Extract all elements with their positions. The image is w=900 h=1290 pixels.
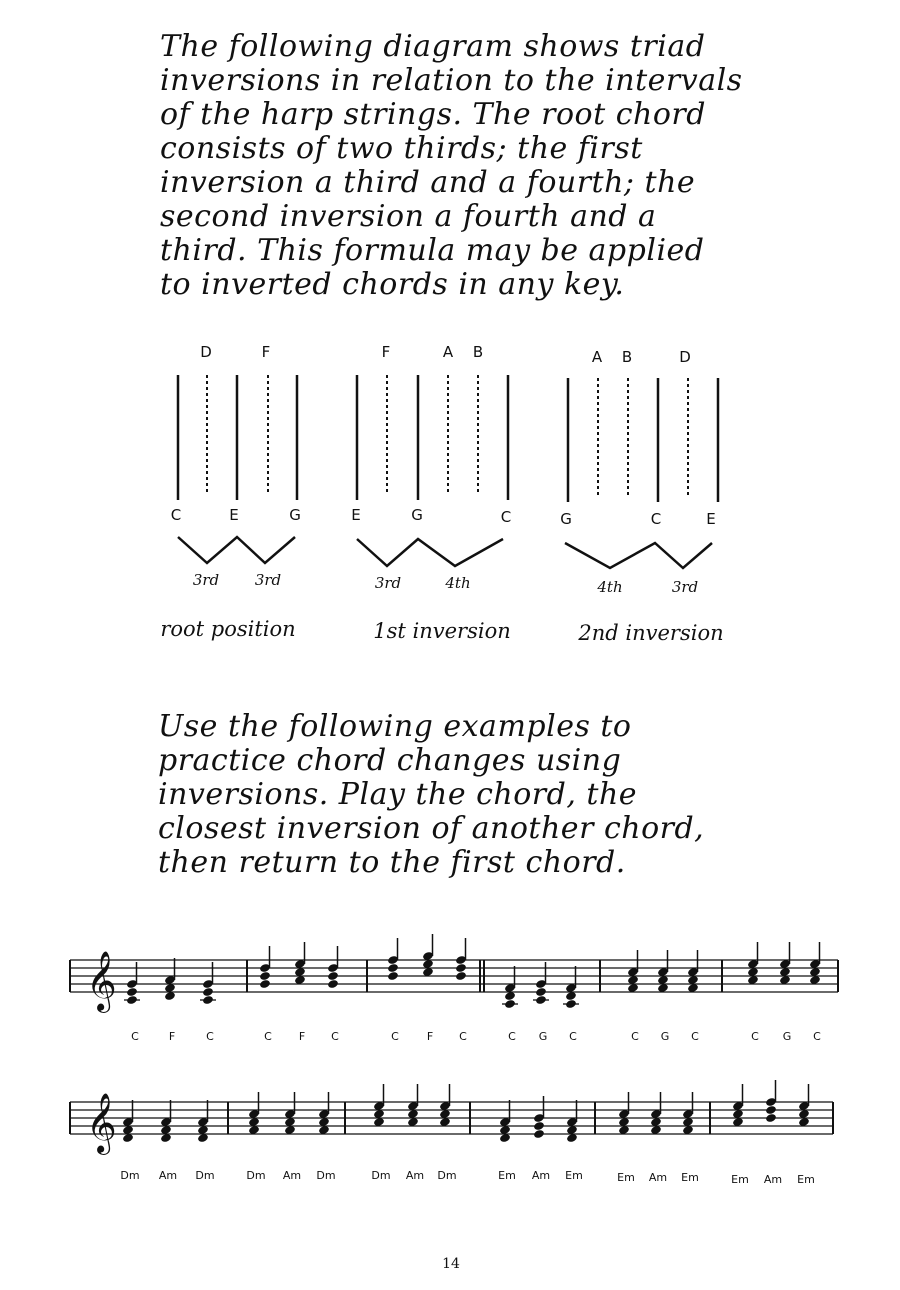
text-line: third. This formula may be applied [160,233,705,268]
diagram-captions [160,617,723,645]
top-note-label: A [591,348,603,366]
chord-triad [284,1092,296,1135]
chord-label: G [538,1030,548,1043]
notehead [533,1121,545,1131]
text-line: inversions in relation to the intervals [160,63,743,98]
chord-label: C [264,1030,272,1043]
chord-label: Am [282,1169,302,1182]
interval-label: 3rd [254,571,282,589]
staff-1 [70,934,838,1043]
chord-triad [747,942,759,985]
notehead [327,971,339,981]
chord-triad [259,946,271,989]
interval-label: 4th [597,578,623,596]
chord-label: Em [498,1169,516,1182]
text-line: The following diagram shows triad [160,29,706,64]
chord-triad [318,1092,330,1135]
chord-triad [732,1084,744,1127]
chord-label: F [168,1030,176,1043]
top-note-label: F [381,343,391,361]
chord-label: C [813,1030,821,1043]
chord-label: C [131,1030,139,1043]
interval-zigzag [178,537,295,563]
chord-label: C [206,1030,214,1043]
note-labels [171,343,716,528]
interval-label: 4th [445,574,471,592]
chord-triad [563,966,579,1009]
chord-triad [387,938,399,981]
text-line: practice chord changes using [158,743,622,778]
staff-2 [70,1080,833,1186]
caption-root-position: root position [160,617,296,641]
notehead [126,987,138,997]
top-note-label: B [621,348,633,366]
top-note-label: A [442,343,454,361]
chord-labels [131,1030,821,1043]
text-line: consists of two thirds; the first [160,131,643,166]
chord-label: C [508,1030,516,1043]
chord-triad [197,1100,209,1143]
chord-label: G [782,1030,792,1043]
chord-label: Em [797,1173,815,1186]
bottom-note-label: C [170,506,182,524]
notehead [765,1113,777,1123]
chord-label: Dm [246,1169,266,1182]
notehead [455,963,467,973]
bottom-note-label: E [706,510,716,528]
notehead [327,979,339,989]
text-line: then return to the first chord. [158,845,626,880]
top-note-label: F [261,343,271,361]
chord-triad [160,1100,172,1143]
chord-triad [455,938,467,981]
notehead [387,963,399,973]
notehead [259,979,271,989]
bottom-note-label: C [650,510,662,528]
chord-triad [248,1092,260,1135]
text-line: closest inversion of another chord, [158,811,705,846]
top-note-label: D [679,348,691,366]
chord-triad [373,1084,385,1127]
chord-triad [407,1084,419,1127]
chord-triad [798,1084,810,1127]
chord-label: Am [405,1169,425,1182]
bottom-note-label: C [500,508,512,526]
text-line: inversion a third and a fourth; the [160,165,696,200]
top-note-label: B [472,343,484,361]
notehead [765,1105,777,1115]
chord-triad [650,1092,662,1135]
treble-clef-icon: 𝄞 [86,951,117,1011]
text-line: Use the following examples to [158,709,632,744]
chord-label: Dm [371,1169,391,1182]
chord-triad [657,950,669,993]
chord-label: C [391,1030,399,1043]
chord-triad [566,1100,578,1143]
chord-triad [422,934,434,977]
chord-label: Em [731,1173,749,1186]
chord-triad [682,1092,694,1135]
bottom-note-label: E [351,506,361,524]
chord-triad [779,942,791,985]
chord-label: Am [531,1169,551,1182]
chord-label: C [751,1030,759,1043]
bottom-note-label: G [289,506,301,524]
chord-label: Dm [316,1169,336,1182]
interval-label: 3rd [192,571,220,589]
text-line: to inverted chords in any key. [160,267,625,302]
chord-label: Am [763,1173,783,1186]
staff-lines [70,1102,833,1134]
harp-string-diagram [178,375,718,568]
chord-triad [765,1080,777,1123]
notehead [202,987,214,997]
chord-triad [809,942,821,985]
text-line: inversions. Play the chord, the [158,777,638,812]
chord-label: Em [681,1171,699,1184]
chord-label: Em [565,1169,583,1182]
chord-labels [120,1169,814,1186]
notehead [387,971,399,981]
bottom-note-label: G [411,506,423,524]
chord-triad [687,950,699,993]
chord-label: Dm [195,1169,215,1182]
interval-label: 3rd [671,578,699,596]
chord-label: F [426,1030,434,1043]
interval-zigzag [565,543,712,568]
chord-label: Am [158,1169,178,1182]
page-number: 14 [442,1256,460,1272]
interval-labels [193,571,698,596]
chord-label: C [691,1030,699,1043]
practice-paragraph [158,710,704,880]
chord-triad [499,1100,511,1143]
chord-label: G [660,1030,670,1043]
chord-triad [502,966,518,1009]
chord-triad [164,958,176,1001]
chord-label: C [631,1030,639,1043]
top-note-label: D [200,343,212,361]
text-line: of the harp strings. The root chord [160,97,706,132]
chord-label: C [331,1030,339,1043]
notehead [259,971,271,981]
caption-first-inversion: 1st inversion [373,619,511,643]
chord-label: Dm [120,1169,140,1182]
bottom-note-label: E [229,506,239,524]
chord-triad [439,1084,451,1127]
chord-triad [122,1100,134,1143]
chord-notes [124,934,821,1009]
chord-label: C [459,1030,467,1043]
notehead [455,971,467,981]
notehead [535,987,547,997]
chord-label: Am [648,1171,668,1184]
chord-label: C [569,1030,577,1043]
chord-triad [294,942,306,985]
interval-label: 3rd [374,574,402,592]
chord-triad [627,950,639,993]
notehead [533,1129,545,1139]
bottom-note-label: G [560,510,572,528]
text-line: second inversion a fourth and a [160,199,657,234]
treble-clef-icon: 𝄞 [86,1093,117,1153]
chord-label: Dm [437,1169,457,1182]
chord-triad [327,946,339,989]
caption-second-inversion: 2nd inversion [578,621,724,645]
chord-label: F [298,1030,306,1043]
interval-zigzag [357,539,503,566]
chord-triad [618,1092,630,1135]
chord-label: Em [617,1171,635,1184]
